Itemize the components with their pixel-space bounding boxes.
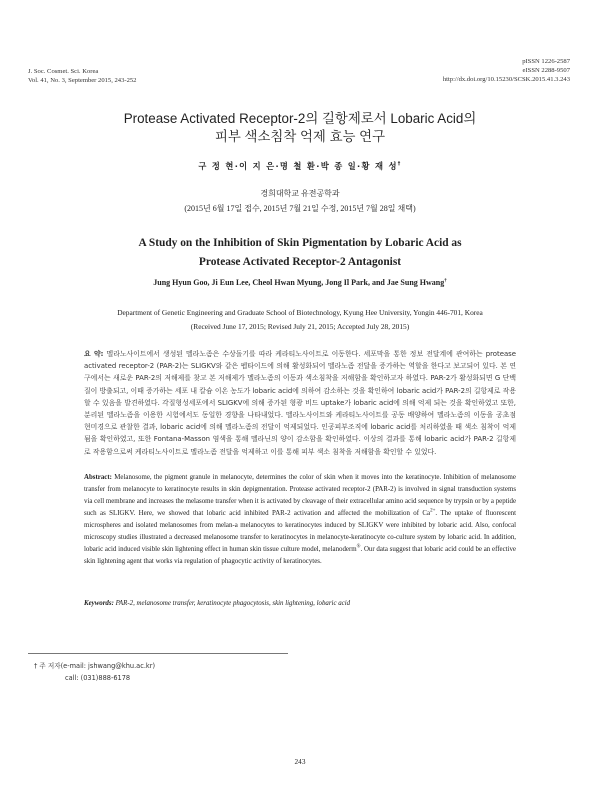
- english-dates: (Received June 17, 2015; Revised July 21, 2015; Accepted July 28, 2015): [190, 322, 410, 331]
- journal-volume: Vol. 41, No. 3, September 2015, 243-252: [28, 77, 137, 84]
- journal-name: J. Soc. Cosmet. Sci. Korea: [28, 68, 99, 75]
- english-affiliation: Department of Genetic Engineering and Graduate School of Biotechnology, Kyung Hee University, Yongin 446-701, Korea: [117, 308, 483, 317]
- corresponding-mark: †: [397, 161, 402, 168]
- korean-authors: [20, 160, 580, 172]
- korean-dates: (2015년 6월 17일 접수, 2015년 7월 21일 수정, 2015년 7월 28일 채택): [184, 204, 416, 213]
- footnote-divider: [28, 653, 288, 654]
- registered-mark: ®: [356, 544, 361, 550]
- keywords-label: Keywords:: [84, 600, 114, 607]
- korean-abstract-label: 요 약:: [84, 350, 104, 358]
- english-author-names: Jung Hyun Goo, Ji Eun Lee, Cheol Hwan Myung, Jong Il Park, and Jae Sung Hwang: [153, 278, 445, 287]
- journal-identifiers: [443, 57, 570, 84]
- doi-link[interactable]: http://dx.doi.org/10.15230/SCSK.2015.41.3.243: [442, 76, 570, 83]
- english-affiliation-block: [0, 306, 600, 334]
- abstract-text-part-1: Melanosome, the pigment granule in melanocyte, determines the color of skin when it moves into the keratinocyte. Inhibition of melanosome transfer from melanocyte to keratinocyte results in skin depigmentation. Protease activated receptor-2 (PAR-2) is involved in signal transduction systems via cell membrane and increases the melasome transfer when it is activated by cleavage of their extracellular amino acid sequence by trypsin or by a peptide such as SLIGKV. Here, we showed that lobaric acid inhibited PAR-2 activation and affected the mobilization of Ca: [84, 474, 516, 517]
- english-authors: [20, 278, 580, 287]
- eissn: eISSN 2288-9507: [522, 67, 570, 74]
- korean-abstract: [84, 348, 516, 458]
- calcium-superscript: 2+: [430, 508, 436, 514]
- footnote: [34, 660, 155, 684]
- abstract-label: Abstract:: [84, 474, 112, 481]
- keywords: [84, 600, 516, 607]
- korean-title-line-1: Protease Activated Receptor-2의 길항제로서 Lobaric Acid의: [123, 111, 477, 126]
- korean-affiliation: 경희대학교 유전공학과: [260, 189, 340, 198]
- korean-title: [20, 110, 580, 146]
- keywords-text: PAR-2, melanosome transfer, keratinocyte phagocytosis, skin lightening, lobaric acid: [115, 600, 351, 607]
- english-corresponding-mark: †: [444, 278, 447, 284]
- abstract-text-part-2: . The uptake of fluorescent microspheres and isolated melanosomes from melan-a melanocytes to keratinocytes induced by SLIGKV were inhibited by lobaric acid. Also, confocal microscopy studies illustrated a decreased melanosome transfer to keratinocytes in melanocyte-keratinocyte co-culture system by lobaric acid. In addition, lobaric acid induced visible skin lightening effect in human skin tissue culture model, melanoderm: [84, 510, 516, 553]
- english-title: [20, 234, 580, 272]
- english-title-line-2: Protease Activated Receptor-2 Antagonist: [198, 256, 402, 268]
- journal-citation: [28, 67, 136, 85]
- korean-author-names: 구 정 현·이 지 은·명 철 환·박 종 일·황 재 성: [198, 161, 398, 171]
- pissn: pISSN 1226-2587: [522, 58, 570, 65]
- korean-abstract-text: 멜라노사이트에서 생성된 멜라노좀은 수상돌기를 따라 케라티노사이트로 이동한다. 세포막을 통한 정보 전달계에 관여하는 protease activated receptor-2 (PAR-2)는 SLIGKV와 같은 펩타이드에 의해 활성화되어 멜라노좀 전달을 증가하는 역할을 한다고 보고되어 있다. 본 연구에서는 새로운 PAR-2의 저해제를 찾고 본 저해제가 멜라노좀의 이동과 색소침착을 저해함을 확인하고자 하였다. PAR-2가 활성화되면 G 단백질이 방출되고, 이때 증가하는 세포 내 칼슘 이온 농도가 lobaric acid에 의하여 감소하는 것을 확인하여 lobaric acid가 PAR-2의 길항제로 작용할 수 있음을 발견하였다. 각질형성세포에서 SLIGKV에 의해 증가된 형광 비드 uptake가 lobaric acid에 의해 억제 되는 것을 확인하였고 또한, 분리된 멜라노좀을 이용한 시험에서도 동일한 경향을 나타내었다. 멜라노사이트와 케라티노사이트를 공동 배양하여 멜라노좀의 이동을 공초점 현미경으로 관찰한 결과, lobaric acid에 의해 멜라노좀의 전달이 억제되었다. 인공피부조직에 lobaric acid를 처리하였을 때 색소 침착이 억제됨을 확인하였고, 또한 Fontana-Masson 염색을 통해 멜라닌의 양이 감소함을 확인하였다. 이상의 결과를 통해 lobaric acid가 PAR-2 길항제로 작용함으로써 케라티노사이트로 멜라노좀 전달을 억제하고 이를 통해 피부 색소 침착을 저해함을 확인할 수 있었다.: [84, 350, 516, 456]
- korean-affiliation-block: [20, 186, 580, 216]
- abstract-text-part-3: . Our data suggest that lobaric acid could be an effective skin lightening agent that works via regulation of phagocytic activity of keratinocytes.: [84, 546, 516, 565]
- english-title-line-1: A Study on the Inhibition of Skin Pigmentation by Lobaric Acid as: [138, 237, 462, 249]
- english-abstract: [84, 472, 516, 568]
- footnote-email: † 주 저자(e-mail: jshwang@khu.ac.kr): [34, 662, 156, 670]
- korean-title-line-2: 피부 색소침착 억제 효능 연구: [214, 129, 386, 144]
- page-number: 243: [294, 757, 306, 766]
- footnote-phone: call: (031)888-6178: [65, 674, 131, 682]
